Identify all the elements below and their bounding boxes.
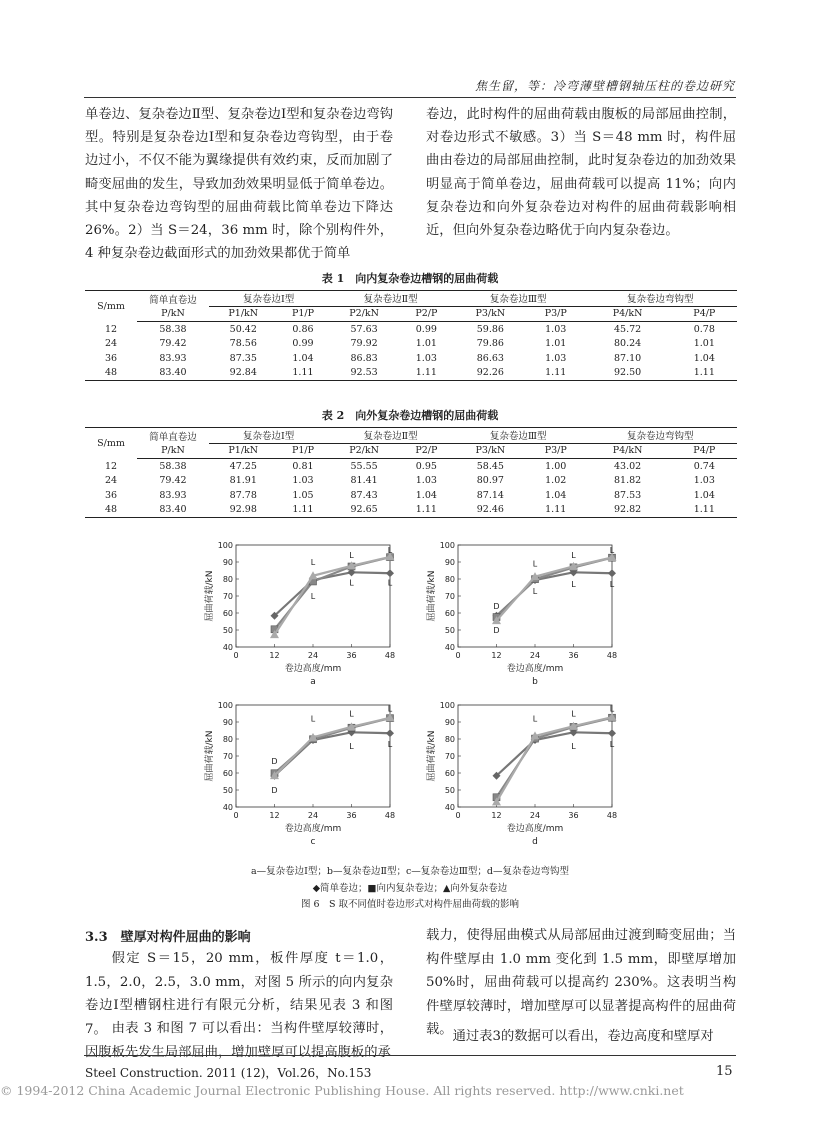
section-paragraph-right-2: 通过表3的数据可以看出，卷边高度和壁厚对 [452,1029,714,1044]
x-tick-label: 12 [269,811,280,820]
panel-label: a [310,677,316,687]
mode-annotation: L [310,592,316,601]
y-tick-label: 90 [222,718,233,727]
table-subheader: P3/kN [453,306,528,322]
table-subheader: P3/P [528,443,584,459]
y-tick-label: 90 [222,558,233,567]
table-cell: 0.74 [693,460,715,472]
mode-annotation: L [387,578,393,588]
table-group-header: 复杂卷边Ⅰ型 [209,291,328,307]
table-cell: 0.81 [292,460,314,472]
mode-annotation: L [532,714,538,724]
chart-panel-c [203,701,395,847]
table-subheader: P4/kN [584,306,672,322]
y-tick-label: 60 [222,609,233,618]
table-cell: 92.65 [328,503,399,518]
table-cell: 24 [104,475,118,487]
table-row [85,474,737,489]
y-axis-label: 屈曲荷载/kN [427,570,437,622]
x-tick-label: 24 [529,811,541,820]
running-head: 焦生留，等：冷弯薄壁槽钢轴压柱的卷边研究 [474,79,735,93]
table-subheader: P4/kN [584,443,672,459]
table-cell: 79.42 [159,338,187,350]
y-tick-label: 60 [444,769,455,778]
x-axis-label: 卷边高度/mm [284,664,342,674]
figure-caption: 图 6 S 取不同值时卷边形式对构件屈曲荷载的影响 [300,899,520,910]
table-cell: 50.42 [229,323,257,335]
chart-panel-a [203,541,395,687]
table-cell: 36 [104,489,118,501]
table-row [85,503,737,518]
table-cell: 92.84 [209,366,278,381]
table-group-header: 复杂卷边Ⅰ型 [209,428,328,444]
series-line [275,718,391,776]
y-tick-label: 50 [444,786,455,795]
table-row [85,351,737,366]
table-cell: 1.01 [415,338,437,350]
table-subheader: P3/P [528,306,584,322]
y-tick-label: 100 [439,701,455,710]
table-header-s: S/mm [85,428,137,459]
table-cell: 80.24 [613,338,642,350]
text-column-left: 单卷边、复杂卷边Ⅱ型、复杂卷边Ⅰ型和复杂卷边弯钩型。特别是复杂卷边Ⅰ型和复杂卷边弯钩型，由于卷边过小，不仅不能为翼缘提供有效约束，反而加剧了畸变屈曲的发生，导致加劲效果明显低于简单卷边。其中复杂卷边弯钩型的屈曲荷载比简单卷边下降达26%。2）当 S＝24，36 mm 时，除个别构件外，4 种复杂卷边截面形式的加劲效果都优于简单 [85,107,393,262]
table-cell: 24 [104,338,118,350]
page-number: 15 [716,1064,733,1079]
table-cell: 83.40 [137,503,209,518]
table-cell: 78.56 [229,338,257,350]
table-cell: 92.53 [328,366,399,381]
mode-annotation: L [609,580,615,590]
y-tick-label: 40 [444,803,455,812]
x-tick-label: 24 [307,651,319,660]
table-subheader: P1/P [278,443,329,459]
mode-annotation: L [571,709,576,719]
table-cell: 1.00 [545,460,567,472]
table-cell: 87.78 [229,489,257,501]
table-cell: 58.38 [159,460,187,472]
table-subheader: P2/P [400,443,453,459]
table-cell: 0.99 [415,323,437,335]
table-cell: 59.86 [476,323,504,335]
y-tick-label: 40 [222,803,233,812]
y-tick-label: 40 [222,643,233,652]
figure-6 [0,530,820,860]
x-tick-label: 12 [491,651,502,660]
table-row [85,366,737,381]
table-cell: 81.41 [350,475,378,487]
x-tick-label: 36 [346,651,357,660]
table-cell: 1.03 [545,323,567,335]
mode-annotation: L [349,709,354,719]
series-line [497,558,613,617]
x-tick-label: 0 [455,811,461,820]
table2-caption: 表 2 向外复杂卷边槽钢的屈曲荷载 [321,409,499,422]
text-column-right: 卷边，此时构件的屈曲荷载由腹板的局部屈曲控制，对卷边形式不敏感。3）当 S＝48 mm 时，构件屈曲由卷边的局部屈曲控制，此时复杂卷边的加劲效果明显高于简单卷边，屈曲荷载可以提高 11%；向内复杂卷边和向外复杂卷边对构件的屈曲荷载影响相近，但向外复杂卷边略优于向内复杂卷边。 [426,107,736,239]
y-tick-label: 80 [444,735,455,744]
mode-annotation: D [493,602,500,612]
table-cell: 87.53 [613,489,642,501]
table-cell: 48 [85,503,137,518]
mode-annotation: L [349,551,354,561]
table-cell: 79.86 [476,338,504,350]
mode-annotation: L [310,558,316,567]
table-cell: 48 [85,366,137,381]
series-line [497,557,613,620]
table-group-header: 复杂卷边Ⅲ型 [453,428,584,444]
table1-caption: 表 1 向内复杂卷边槽钢的屈曲荷载 [321,272,499,285]
table-header-simple: 简单直卷边 [137,428,209,444]
table-cell: 1.04 [545,489,567,501]
table-cell: 1.11 [672,503,737,518]
mode-annotation: L [532,586,538,596]
x-tick-label: 24 [529,651,541,660]
table-group-header: 复杂卷边弯钩型 [584,428,737,444]
table-group-header: 复杂卷边Ⅱ型 [328,428,452,444]
x-tick-label: 36 [568,811,579,820]
mode-annotation: L [349,741,354,751]
mode-annotation: D [493,626,500,635]
table-cell: 1.02 [545,475,567,487]
header-rule [84,97,736,98]
panel-label: c [310,837,316,847]
table-cell: 1.04 [415,489,437,501]
chart-panel-d [425,701,617,847]
mode-annotation: L [571,551,576,561]
y-tick-label: 50 [222,786,233,795]
table-subheader: P/kN [137,443,209,459]
y-tick-label: 70 [222,752,233,761]
table-cell: 92.98 [209,503,278,518]
table-cell: 92.50 [584,366,672,381]
table-cell: 1.03 [415,352,437,364]
table-subheader: P2/P [400,306,453,322]
table-cell: 1.11 [278,503,329,518]
series-line [275,557,391,635]
x-tick-label: 48 [606,651,618,660]
y-axis-label: 屈曲荷载/kN [427,730,437,782]
y-tick-label: 40 [444,643,455,652]
table-cell: 83.93 [159,489,187,501]
table-cell: 81.91 [229,475,257,487]
table-cell: 1.11 [528,366,584,381]
table-group-header: 复杂卷边Ⅲ型 [453,291,584,307]
table-subheader: P2/kN [328,306,399,322]
series-line [497,572,613,615]
panel-label: b [532,677,538,687]
table-cell: 47.25 [229,460,257,472]
chart-panel-b [425,541,617,687]
table-cell: 55.55 [350,460,378,472]
table-cell: 87.14 [476,489,504,501]
mode-annotation: L [571,580,576,590]
table-cell: 79.92 [350,338,378,350]
table-cell: 12 [104,323,118,335]
mode-annotation: L [571,741,576,751]
figure-legend-series: ◆简单卷边；■向内复杂卷边；▲向外复杂卷边 [312,883,508,894]
x-tick-label: 48 [384,811,396,820]
footer-journal: Steel Construction. 2011 (12)，Vol.26，No.153 [85,1066,372,1080]
table-subheader: P/kN [137,306,209,322]
mode-annotation: D [271,786,278,795]
table-cell: 92.82 [584,503,672,518]
table-row [85,488,737,503]
y-tick-label: 70 [444,752,455,761]
y-tick-label: 90 [444,558,455,567]
data-point [386,729,394,737]
data-point [608,729,616,737]
table-cell: 81.82 [613,475,642,487]
copyright: © 1994-2012 China Academic Journal Electronic Publishing House. All rights reserved. http://www.cnki.net [0,1083,684,1098]
table-cell: 12 [104,460,118,472]
table-cell: 58.45 [476,460,504,472]
table-cell: 43.02 [613,460,642,472]
mode-annotation: D [271,757,278,767]
table-subheader: P1/P [278,306,329,322]
table-cell: 1.04 [693,352,715,364]
table1 [85,290,737,381]
series-line [275,732,391,775]
table-cell: 83.93 [159,352,187,364]
table-cell: 36 [104,352,118,364]
series-line [275,557,391,629]
table-group-header: 复杂卷边弯钩型 [584,291,737,307]
data-point [608,569,616,577]
data-point [386,569,394,577]
table-cell: 92.46 [453,503,528,518]
table-header-s: S/mm [85,291,137,322]
table-header-simple: 简单直卷边 [137,291,209,307]
mode-annotation: L [532,559,538,569]
table-cell: 58.38 [159,323,187,335]
mode-annotation: L [387,740,393,750]
y-tick-label: 80 [222,735,233,744]
mode-annotation: L [387,546,393,556]
table-cell: 1.04 [693,489,715,501]
section-paragraph-2: 由表 3 和图 7 可以看出：当构件壁厚较薄时，因腹板先发生局部屈曲，增加壁厚可以提高腹板的承 [85,1021,393,1060]
table-cell: 1.01 [693,338,715,350]
table-cell: 92.26 [453,366,528,381]
x-tick-label: 0 [233,651,239,660]
table-subheader: P3/kN [453,443,528,459]
table-cell: 1.05 [292,489,314,501]
table-row [85,459,737,474]
table-cell: 0.86 [292,323,314,335]
table-cell: 1.11 [672,366,737,381]
table-cell: 1.01 [545,338,567,350]
x-tick-label: 0 [233,811,239,820]
table-cell: 80.97 [476,475,504,487]
table-cell: 1.11 [400,503,453,518]
y-axis-label: 屈曲荷载/kN [205,730,215,782]
table-cell: 87.35 [229,352,257,364]
x-tick-label: 48 [606,811,618,820]
table-cell: 1.03 [415,475,437,487]
section-paragraph-1: 假定 S＝15，20 mm，板件厚度 t＝1.0，1.5，2.0，2.5，3.0 mm，对图 5 所示的向内复杂卷边Ⅰ型槽钢柱进行有限元分析，结果见表 3 和图 7。 [85,951,393,1037]
table-cell: 86.83 [350,352,378,364]
y-tick-label: 100 [217,541,233,550]
table-cell: 0.78 [693,323,715,335]
table-subheader: P1/kN [209,443,278,459]
panel-label: d [532,837,538,847]
table-cell: 0.99 [292,338,314,350]
x-tick-label: 0 [455,651,461,660]
mode-annotation: L [609,740,615,750]
table-cell: 83.40 [137,366,209,381]
table-cell: 79.42 [159,475,187,487]
series-line [275,718,391,773]
x-axis-label: 卷边高度/mm [284,824,342,834]
table-row [85,322,737,337]
x-tick-label: 12 [491,811,502,820]
y-tick-label: 100 [217,701,233,710]
table-subheader: P4/P [672,306,737,322]
table-cell: 1.03 [693,475,715,487]
table-cell: 1.03 [545,352,567,364]
y-tick-label: 50 [222,626,233,635]
figure-legend-panels: a—复杂卷边Ⅰ型；b—复杂卷边Ⅱ型；c—复杂卷边Ⅲ型；d—复杂卷边弯钩型 [250,866,570,877]
x-tick-label: 24 [307,811,319,820]
x-axis-label: 卷边高度/mm [506,824,564,834]
mode-annotation: L [310,714,316,724]
y-tick-label: 80 [222,575,233,584]
footer-rule [84,1055,736,1056]
y-tick-label: 100 [439,541,455,550]
table-cell: 87.10 [613,352,642,364]
table-subheader: P2/kN [328,443,399,459]
section-paragraph-right-1: 载力，使得屈曲模式从局部屈曲过渡到畸变屈曲；当构件壁厚由 1.0 mm 变化到 1.5 mm，即壁厚增加 50%时，屈曲荷载可以提高约 230%。这表明当构件壁厚较薄时，增加壁厚可以显著提高构件的屈曲荷载。 [426,928,736,1037]
x-tick-label: 48 [384,651,396,660]
table-subheader: P4/P [672,443,737,459]
table-cell: 87.43 [350,489,378,501]
y-tick-label: 60 [444,609,455,618]
table-cell: 0.95 [415,460,437,472]
table-cell: 1.03 [292,475,314,487]
table-cell: 1.11 [400,366,453,381]
mode-annotation: L [349,578,354,588]
mode-annotation: L [609,546,615,556]
y-tick-label: 80 [444,575,455,584]
y-tick-label: 90 [444,718,455,727]
table-cell: 86.63 [476,352,504,364]
x-axis-label: 卷边高度/mm [506,664,564,674]
y-tick-label: 70 [222,592,233,601]
x-tick-label: 12 [269,651,280,660]
section-heading: 3.3 壁厚对构件屈曲的影响 [85,930,251,945]
y-tick-label: 60 [222,769,233,778]
y-axis-label: 屈曲荷载/kN [205,570,215,622]
table-cell: 1.04 [292,352,314,364]
x-tick-label: 36 [346,811,357,820]
series-line [497,718,613,798]
mode-annotation: L [609,704,615,714]
table-row [85,337,737,352]
table2 [85,427,737,518]
table-cell: 57.63 [350,323,378,335]
mode-annotation: L [387,704,393,714]
table-group-header: 复杂卷边Ⅱ型 [328,291,452,307]
table-cell: 1.11 [278,366,329,381]
table-cell: 45.72 [613,323,642,335]
y-tick-label: 70 [444,592,455,601]
table-subheader: P1/kN [209,306,278,322]
x-tick-label: 36 [568,651,579,660]
y-tick-label: 50 [444,626,455,635]
table-cell: 1.11 [528,503,584,518]
